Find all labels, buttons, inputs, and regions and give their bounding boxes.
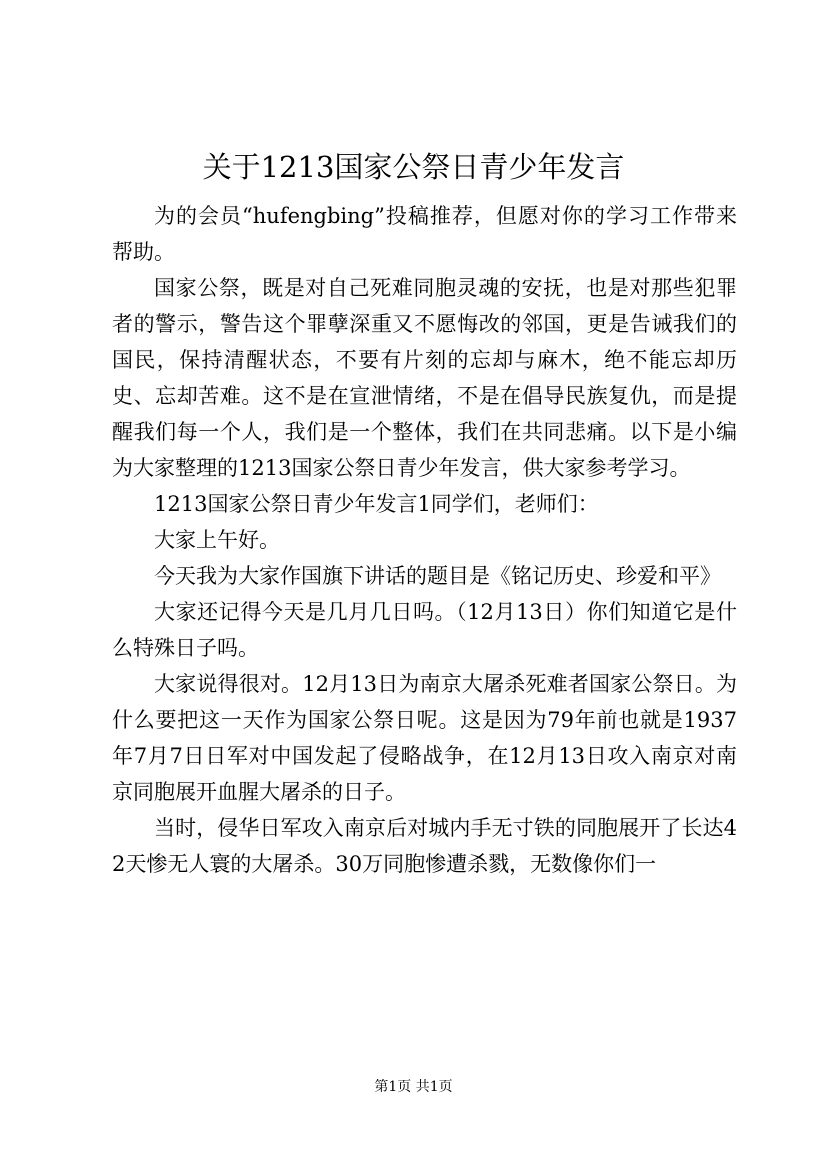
document-body	[112, 198, 737, 882]
paragraph: 当时，侵华日军攻入南京后对城内手无寸铁的同胞展开了长达42天惨无人寰的大屠杀。30万同胞惨遭杀戮，无数像你们一	[112, 816, 737, 876]
paragraph: 今天我为大家作国旗下讲话的题目是《铭记历史、珍爱和平》	[154, 564, 721, 588]
paragraph: 大家还记得今天是几月几日吗。（12月13日）你们知道它是什么特殊日子吗。	[112, 600, 737, 660]
paragraph: 大家上午好。	[154, 528, 280, 552]
paragraph: 1213国家公祭日青少年发言1同学们，老师们：	[154, 492, 599, 516]
page-footer: 第1页 共1页	[374, 1079, 453, 1095]
paragraph: 国家公祭，既是对自己死难同胞灵魂的安抚，也是对那些犯罪者的警示，警告这个罪孽深重又不愿悔改的邻国，更是告诫我们的国民，保持清醒状态，不要有片刻的忘却与麻木，绝不能忘却历史、忘却苦难。这不是在宣泄情绪，不是在倡导民族复仇，而是提醒我们每一个人，我们是一个整体，我们在共同悲痛。以下是小编为大家整理的1213国家公祭日青少年发言，供大家参考学习。	[112, 276, 737, 480]
document-title: 关于1213国家公祭日青少年发言	[202, 150, 625, 184]
paragraph: 大家说得很对。12月13日为南京大屠杀死难者国家公祭日。为什么要把这一天作为国家公祭日呢。这是因为79年前也就是1937年7月7日日军对中国发起了侵略战争，在12月13日攻入南京对南京同胞展开血腥大屠杀的日子。	[112, 672, 737, 804]
paragraph: 为的会员“hufengbing”投稿推荐，但愿对你的学习工作带来帮助。	[112, 204, 737, 264]
